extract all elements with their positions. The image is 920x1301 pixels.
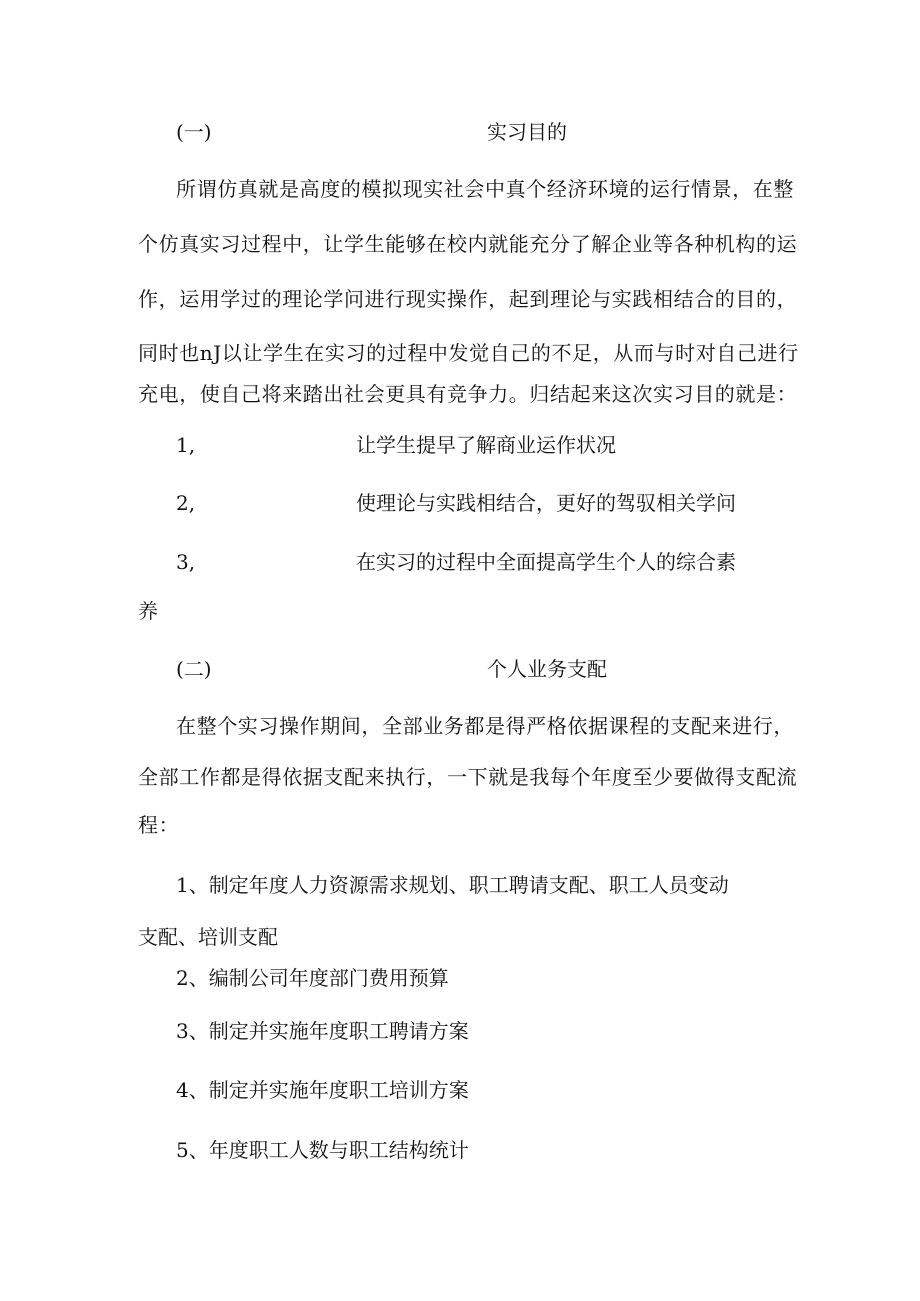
paragraph-line: 全部工作都是得依据支配来执行，一下就是我每个年度至少要做得支配流 — [138, 765, 798, 789]
goal-number: 3, — [176, 550, 196, 574]
list-item-continuation: 支配、培训支配 — [138, 925, 278, 949]
goal-text-continuation: 养 — [138, 599, 158, 623]
paragraph-line: 同时也nJ以让学生在实习的过程中发觉自己的不足，从而与时对自己进行 — [138, 341, 799, 365]
paragraph-line: 所谓仿真就是高度的模拟现实社会中真个经济环境的运行情景，在整 — [176, 177, 794, 201]
paragraph-line: 作，运用学过的理论学问进行现实操作，起到理论与实践相结合的目的， — [138, 287, 798, 311]
paragraph-line: 在整个实习操作期间，全部业务都是得严格依据课程的支配来进行， — [176, 714, 794, 738]
goal-text: 让学生提早了解商业运作状况 — [356, 433, 616, 457]
section2-title: 个人业务支配 — [487, 657, 607, 681]
list-item: 2、编制公司年度部门费用预算 — [176, 966, 449, 990]
paragraph-line: 程： — [138, 813, 180, 837]
section1-number: (一) — [176, 120, 212, 144]
list-item: 1、制定年度人力资源需求规划、职工聘请支配、职工人员变动 — [176, 873, 729, 897]
list-item: 3、制定并实施年度职工聘请方案 — [176, 1019, 469, 1043]
list-item: 4、制定并实施年度职工培训方案 — [176, 1078, 469, 1102]
goal-text: 使理论与实践相结合，更好的驾驭相关学问 — [356, 491, 736, 515]
goal-number: 1, — [176, 433, 196, 457]
section1-title: 实习目的 — [487, 120, 567, 144]
paragraph-line: 个仿真实习过程中，让学生能够在校内就能充分了解企业等各种机构的运 — [138, 232, 798, 256]
goal-text: 在实习的过程中全面提高学生个人的综合素 — [356, 550, 736, 574]
paragraph-line: 充电，使自己将来踏出社会更具有竞争力。归结起来这次实习目的就是： — [138, 382, 798, 406]
goal-number: 2, — [176, 491, 196, 515]
section2-number: (二) — [176, 657, 212, 681]
list-item: 5、年度职工人数与职工结构统计 — [176, 1138, 469, 1162]
